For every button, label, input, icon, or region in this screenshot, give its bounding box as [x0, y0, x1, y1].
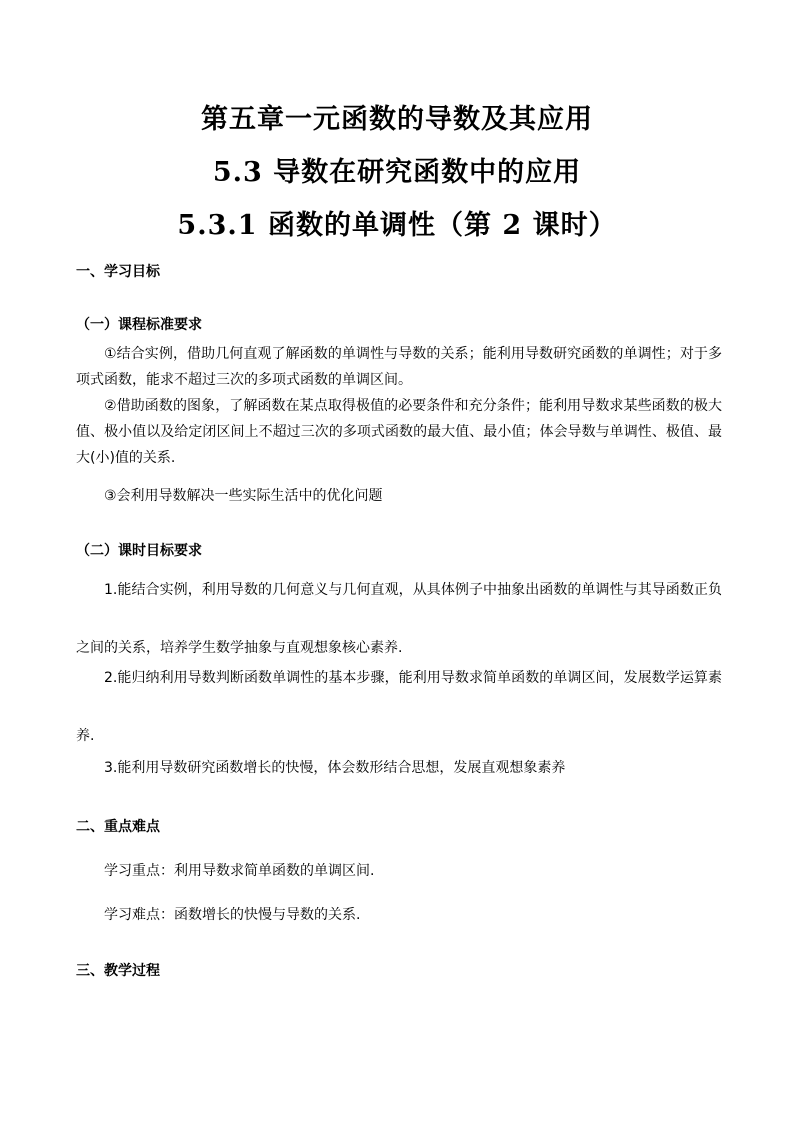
- curriculum-item-2: ②借助函数的图象，了解函数在某点取得极值的必要条件和充分条件；能利用导数求某些函数的极大值、极小值以及给定闭区间上不超过三次的多项式函数的最大值、最小值；体会导数与单调性、极值、最大(小)值的关系.: [76, 398, 722, 466]
- key-points-heading: 二、重点难点: [76, 819, 160, 835]
- lesson-goal-2: 2.能归纳利用导数判断函数单调性的基本步骤，能利用导数求简单函数的单调区间，发展数学运算素养.: [76, 670, 722, 744]
- learning-difficulty: 学习难点：函数增长的快慢与导数的关系.: [104, 907, 361, 923]
- lesson-goal-1: 1.能结合实例，利用导数的几何意义与几何直观，从具体例子中抽象出函数的单调性与其导函数正负之间的关系，培养学生数学抽象与直观想象核心素养.: [76, 582, 722, 656]
- lesson-goal-3: 3.能利用导数研究函数增长的快慢，体会数形结合思想，发展直观想象素养: [104, 760, 566, 776]
- section-title: 5.3 导数在研究函数中的应用: [212, 157, 582, 188]
- learning-focus: 学习重点：利用导数求简单函数的单调区间.: [104, 863, 375, 879]
- curriculum-item-1: ①结合实例，借助几何直观了解函数的单调性与导数的关系；能利用导数研究函数的单调性；对于多项式函数，能求不超过三次的多项式函数的单调区间。: [76, 346, 722, 388]
- chapter-title: 第五章一元函数的导数及其应用: [201, 104, 593, 135]
- lesson-goals-heading: （二）课时目标要求: [76, 543, 202, 559]
- curriculum-standards-heading: （一）课程标准要求: [76, 317, 202, 333]
- curriculum-item-3: ③会利用导数解决一些实际生活中的优化问题: [104, 488, 383, 504]
- teaching-process-heading: 三、教学过程: [76, 963, 160, 979]
- lesson-title: 5.3.1 函数的单调性（第 2 课时）: [177, 210, 617, 241]
- learning-objectives-heading: 一、学习目标: [76, 264, 160, 280]
